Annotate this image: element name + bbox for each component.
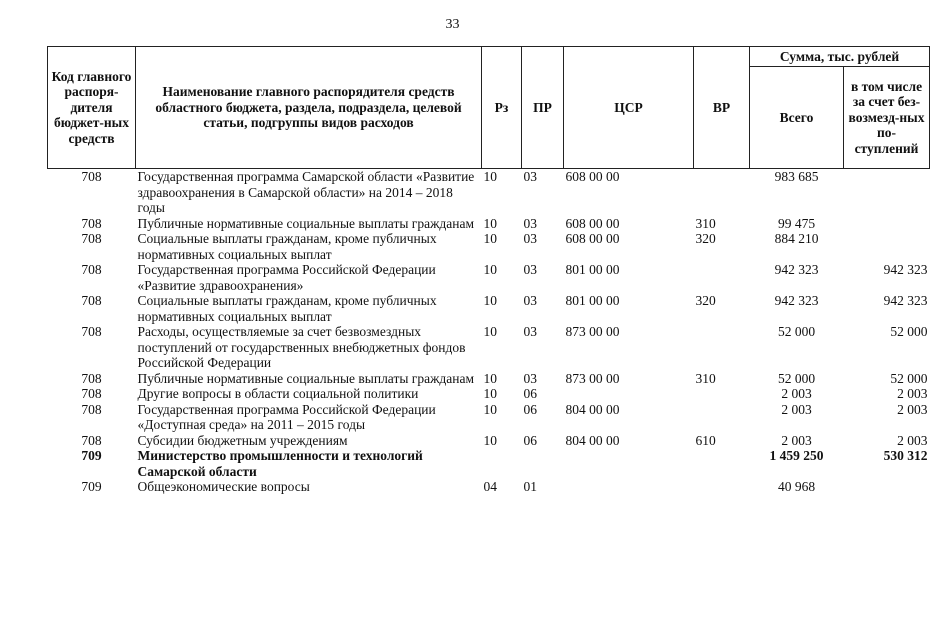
- cell-total: 2 003: [781, 386, 812, 401]
- cell-free: 942 323: [883, 262, 928, 277]
- cell-pr: 03: [523, 231, 537, 246]
- cell-pr: 03: [523, 262, 537, 277]
- cell-free: 52 000: [890, 370, 928, 386]
- cell-rz: 10: [483, 432, 497, 448]
- cell-csr: 873 00 00: [565, 370, 620, 386]
- table-row: [48, 262, 930, 293]
- page-number: 33: [445, 17, 460, 32]
- header-vr: ВР: [694, 47, 750, 169]
- table-header: [48, 47, 930, 169]
- cell-vr: [694, 448, 750, 479]
- cell-pr: 03: [523, 169, 537, 184]
- cell-name: Государственная программа Самарской области «Развитие здравоохранения в Самарской области» на 2014 – 2018 годы: [137, 169, 475, 215]
- cell-csr: 608 00 00: [565, 215, 620, 231]
- cell-csr: [564, 448, 694, 479]
- cell-free: [844, 216, 930, 232]
- cell-total: 52 000: [777, 324, 816, 339]
- cell-rz: 10: [483, 386, 497, 401]
- table-row: [48, 293, 930, 324]
- cell-csr: 608 00 00: [565, 169, 620, 184]
- header-free: в том числе за счет без-возмезд-ных по-ступлений: [844, 67, 930, 169]
- cell-code: 708: [81, 293, 102, 308]
- cell-total: 2 003: [781, 401, 812, 417]
- cell-vr: 310: [695, 215, 716, 231]
- cell-vr: 610: [695, 432, 716, 448]
- cell-code: 708: [81, 231, 102, 246]
- cell-total: 1 459 250: [769, 448, 824, 463]
- cell-vr: [694, 479, 750, 495]
- cell-pr: 06: [523, 432, 537, 448]
- cell-rz: 04: [483, 479, 497, 494]
- cell-code: 708: [81, 432, 102, 448]
- table-row: [48, 433, 930, 449]
- cell-rz: 10: [483, 293, 497, 308]
- header-rz: Рз: [482, 47, 522, 169]
- cell-pr: 01: [523, 479, 537, 494]
- cell-rz: 10: [483, 231, 497, 246]
- cell-vr: 320: [695, 293, 716, 308]
- table-row: [48, 448, 930, 479]
- cell-code: 708: [81, 370, 102, 386]
- cell-total: 40 968: [777, 479, 816, 494]
- cell-code: 708: [81, 169, 102, 184]
- table-row: [48, 479, 930, 495]
- cell-free: [844, 169, 930, 216]
- cell-free: 2 003: [897, 432, 928, 448]
- header-total: Всего: [750, 67, 844, 169]
- cell-name: Государственная программа Российской Федерации «Доступная среда» на 2011 – 2015 годы: [137, 401, 436, 432]
- cell-vr: [694, 324, 750, 371]
- cell-code: 708: [81, 215, 102, 231]
- table-row: [48, 231, 930, 262]
- table-row: [48, 216, 930, 232]
- cell-csr: 608 00 00: [565, 231, 620, 246]
- cell-vr: [694, 386, 750, 402]
- cell-rz: 10: [483, 324, 497, 339]
- cell-free: 2 003: [897, 386, 928, 401]
- cell-pr: 03: [523, 370, 537, 386]
- cell-csr: 801 00 00: [565, 293, 620, 308]
- cell-vr: 320: [695, 231, 716, 246]
- table-row: [48, 169, 930, 216]
- header-pr: ПР: [522, 47, 564, 169]
- header-sum: Сумма, тыс. рублей: [750, 47, 930, 67]
- cell-free: [844, 479, 930, 495]
- cell-name: Государственная программа Российской Федерации «Развитие здравоохранения»: [137, 262, 436, 293]
- cell-pr: 06: [523, 401, 537, 417]
- cell-code: 708: [81, 262, 102, 277]
- cell-pr: [522, 448, 564, 479]
- cell-csr: 801 00 00: [565, 262, 620, 277]
- cell-csr: 804 00 00: [565, 401, 620, 417]
- table-row: [48, 402, 930, 433]
- cell-csr: [564, 479, 694, 495]
- cell-rz: 10: [483, 169, 497, 184]
- cell-csr: [564, 386, 694, 402]
- cell-rz: 10: [483, 262, 497, 277]
- cell-pr: 03: [523, 324, 537, 339]
- cell-name: Другие вопросы в области социальной политики: [137, 386, 419, 401]
- cell-pr: 03: [523, 293, 537, 308]
- cell-name: Общеэкономические вопросы: [137, 479, 310, 494]
- cell-code: 708: [81, 401, 102, 417]
- cell-total: 52 000: [777, 370, 816, 386]
- cell-csr: 804 00 00: [565, 432, 620, 448]
- cell-vr: 310: [695, 370, 716, 386]
- cell-free: 2 003: [897, 401, 928, 417]
- cell-name: Министерство промышленности и технологий Самарской области: [137, 448, 423, 479]
- cell-pr: 03: [523, 215, 537, 231]
- cell-name: Социальные выплаты гражданам, кроме публичных нормативных социальных выплат: [137, 231, 437, 262]
- cell-code: 708: [81, 324, 102, 339]
- cell-code: 709: [81, 448, 102, 463]
- cell-total: 884 210: [774, 231, 819, 246]
- cell-name: Расходы, осуществляемые за счет безвозмездных поступлений от государственных внебюджетных фондов Российской Федерации: [137, 324, 466, 370]
- cell-free: [844, 231, 930, 262]
- cell-pr: 06: [523, 386, 537, 401]
- table-body: [48, 169, 930, 495]
- cell-name: Субсидии бюджетным учреждениям: [137, 432, 348, 448]
- cell-free: 530 312: [883, 448, 928, 463]
- cell-vr: [694, 169, 750, 216]
- cell-total: 983 685: [774, 169, 819, 184]
- table-row: [48, 324, 930, 371]
- budget-table: [47, 46, 930, 495]
- table-row: [48, 371, 930, 387]
- cell-total: 942 323: [774, 293, 819, 308]
- cell-free: 942 323: [883, 293, 928, 308]
- cell-rz: [482, 448, 522, 479]
- cell-rz: 10: [483, 215, 497, 231]
- header-code: Код главного распоря-дителя бюджет-ных средств: [48, 47, 136, 169]
- cell-csr: 873 00 00: [565, 324, 620, 339]
- cell-vr: [694, 262, 750, 293]
- table-row: [48, 386, 930, 402]
- cell-total: 2 003: [781, 432, 812, 448]
- cell-name: Публичные нормативные социальные выплаты гражданам: [137, 215, 475, 231]
- header-csr: ЦСР: [564, 47, 694, 169]
- cell-name: Социальные выплаты гражданам, кроме публичных нормативных социальных выплат: [137, 293, 437, 324]
- cell-code: 708: [81, 386, 102, 401]
- cell-free: 52 000: [890, 324, 928, 339]
- cell-vr: [694, 402, 750, 433]
- cell-rz: 10: [483, 370, 497, 386]
- header-name: Наименование главного распорядителя средств областного бюджета, раздела, подраздела, целевой статьи, подгруппы видов расходов: [136, 47, 482, 169]
- cell-rz: 10: [483, 401, 497, 417]
- cell-total: 942 323: [774, 262, 819, 277]
- cell-total: 99 475: [777, 215, 816, 231]
- cell-code: 709: [81, 479, 102, 494]
- cell-name: Публичные нормативные социальные выплаты гражданам: [137, 370, 475, 386]
